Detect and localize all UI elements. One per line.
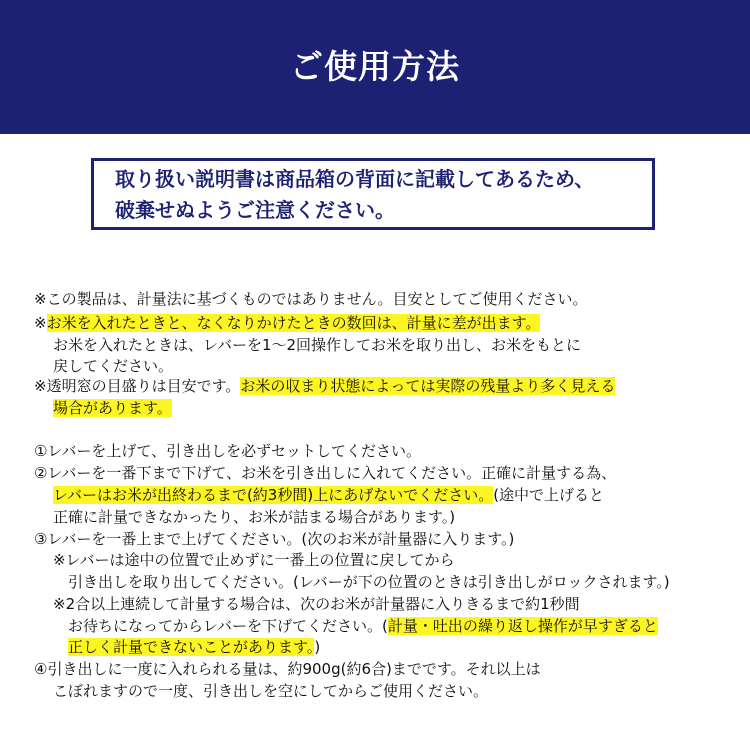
header-banner <box>0 0 750 134</box>
step-3-note-2-line-2 <box>68 616 658 636</box>
notice-line-2: 破棄せぬようご注意ください。 <box>115 198 395 222</box>
note-window-scale-line-2 <box>53 398 172 418</box>
note-window-scale <box>34 376 615 396</box>
page-title: ご使用方法 <box>290 46 460 86</box>
step-3-note-2-highlight: 計量・吐出の繰り返し操作が早すぎると <box>387 617 658 635</box>
note-window-scale-highlight: お米の収まり状態によっては実際の残量より多く見える <box>240 377 616 395</box>
note-variance-highlight: お米を入れたときと、なくなりかけたときの数回は、計量に差が出ます。 <box>46 314 541 332</box>
step-3-note-1-line-2: 引き出しを取り出してください。(レバーが下の位置のときは引き出しがロックされます。) <box>68 573 670 591</box>
note-window-scale-text: ※透明窓の目盛りは目安です。 <box>34 377 241 395</box>
step-2-line-1: ②レバーを一番下まで下げて、お米を引き出しに入れてください。正確に計量する為、 <box>34 464 617 482</box>
note-measurement-law: ※この製品は、計量法に基づくものではありません。目安としてご使用ください。 <box>34 290 588 308</box>
step-2-line-2 <box>53 485 604 505</box>
step-3-note-2-line-1: ※2合以上連続して計量する場合は、次のお米が計量器に入りきるまで約1秒間 <box>53 595 580 613</box>
step-3-note-2-line-3 <box>68 637 320 657</box>
step-3-note-1-line-1: ※レバーは途中の位置で止めずに一番上の位置に戻してから <box>53 551 455 569</box>
step-2-line-2-tail: (途中で上げると <box>493 486 605 504</box>
step-4-line-2: こぼれますので一度、引き出しを空にしてからご使用ください。 <box>53 682 489 700</box>
step-3-note-2-highlight-2: 正しく計量できないことがあります。 <box>68 638 315 656</box>
step-3-note-2-tail: ) <box>314 638 321 656</box>
step-3-line-1: ③レバーを一番上まで上げてください。(次のお米が計量器に入ります。) <box>34 530 515 548</box>
note-variance-line-3: 戻してください。 <box>53 357 174 375</box>
note-variance-prefix: ※ <box>34 314 47 332</box>
step-3-note-2-line-2-text: お待ちになってからレバーを下げてください。( <box>68 617 388 635</box>
note-variance <box>34 313 540 333</box>
step-2-highlight: レバーはお米が出終わるまで(約3秒間)上にあげないでください。 <box>53 486 494 504</box>
step-4-line-1: ④引き出しに一度に入れられる量は、約900g(約6合)までです。それ以上は <box>34 660 541 678</box>
step-1: ①レバーを上げて、引き出しを必ずセットしてください。 <box>34 442 421 460</box>
manual-notice-box <box>91 158 655 230</box>
note-variance-line-2: お米を入れたときは、レバーを1～2回操作してお米を取り出し、お米をもとに <box>53 336 582 354</box>
step-2-line-3: 正確に計量できなかったり、お米が詰まる場合があります。) <box>53 508 456 526</box>
notice-line-1: 取り扱い説明書は商品箱の背面に記載してあるため、 <box>115 167 595 191</box>
note-window-scale-highlight-2: 場合があります。 <box>53 399 172 417</box>
